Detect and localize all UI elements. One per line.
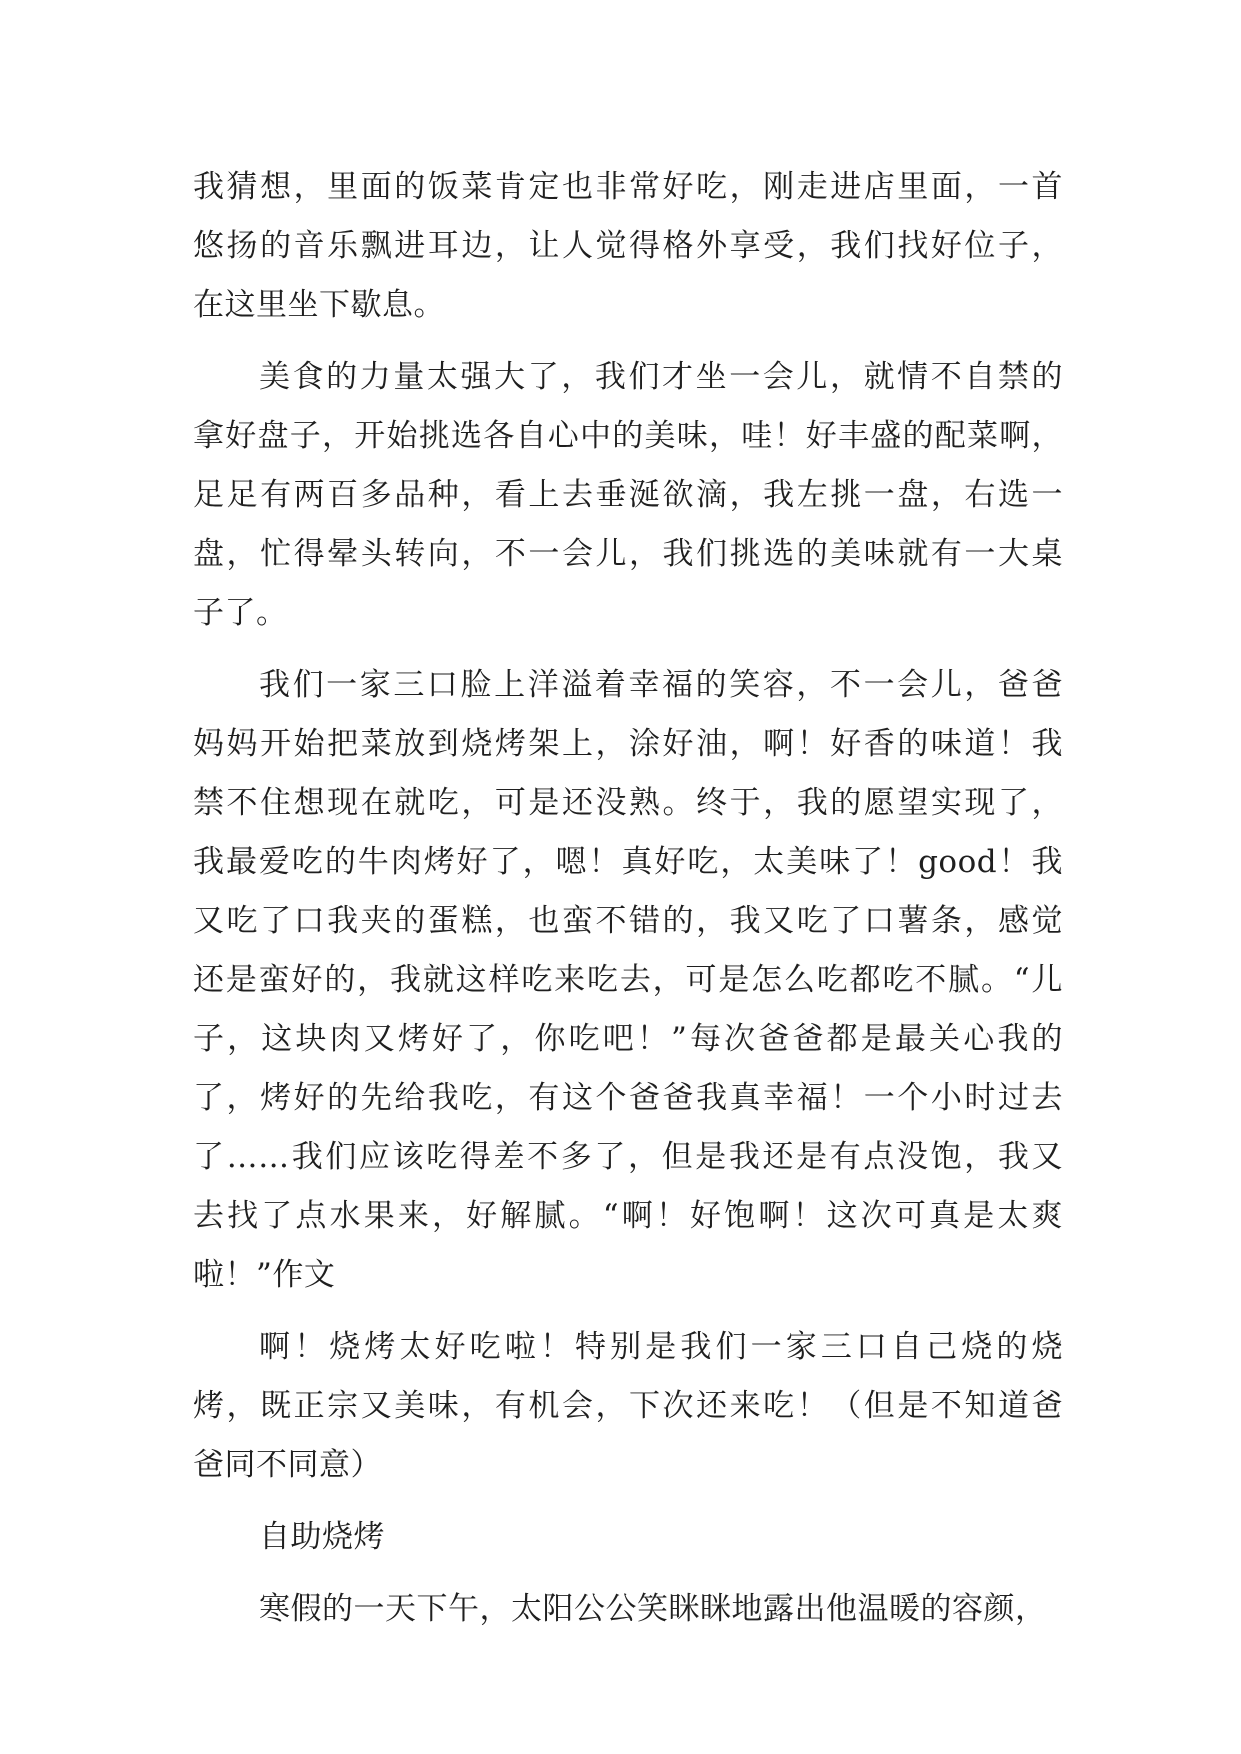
text-line: 去找了点水果来，好解腻。“啊！好饱啊！这次可真是太爽	[193, 1198, 1063, 1234]
text-line: 了……我们应该吃得差不多了，但是我还是有点没饱，我又	[193, 1139, 1063, 1175]
paragraph	[193, 1318, 1063, 1495]
text-line: 了，烤好的先给我吃，有这个爸爸我真幸福！一个小时过去	[193, 1080, 1063, 1116]
text-line: 足足有两百多品种，看上去垂涎欲滴，我左挑一盘，右选一	[193, 477, 1063, 513]
paragraph-gap	[193, 1305, 1063, 1318]
text-line: 我最爱吃的牛肉烤好了，嗯！真好吃，太美味了！good！我	[193, 844, 1063, 880]
text-line: 烤，既正宗又美味，有机会，下次还来吃！（但是不知道爸	[193, 1388, 1063, 1424]
text-line: 啊！烧烤太好吃啦！特别是我们一家三口自己烧的烧	[259, 1329, 1063, 1365]
paragraph	[193, 1508, 1063, 1567]
paragraph	[193, 158, 1063, 335]
text-line: 我们一家三口脸上洋溢着幸福的笑容，不一会儿，爸爸	[259, 667, 1063, 703]
paragraph-gap	[193, 643, 1063, 656]
text-line: 爸同不同意）	[193, 1447, 382, 1483]
paragraph	[193, 1580, 1063, 1639]
text-line: 子，这块肉又烤好了，你吃吧！”每次爸爸都是最关心我的	[193, 1021, 1063, 1057]
text-line: 自助烧烤	[259, 1519, 385, 1555]
paragraph-gap	[193, 335, 1063, 348]
paragraph-gap	[193, 1495, 1063, 1508]
text-line: 盘，忙得晕头转向，不一会儿，我们挑选的美味就有一大桌	[193, 536, 1063, 572]
text-line: 美食的力量太强大了，我们才坐一会儿，就情不自禁的	[259, 359, 1063, 395]
text-line: 我猜想，里面的饭菜肯定也非常好吃，刚走进店里面，一首	[193, 169, 1063, 205]
paragraph-gap	[193, 1567, 1063, 1580]
text-line: 拿好盘子，开始挑选各自心中的美味，哇！好丰盛的配菜啊，	[193, 418, 1063, 454]
paragraph	[193, 656, 1063, 1305]
text-line: 寒假的一天下午，太阳公公笑眯眯地露出他温暖的容颜，	[259, 1591, 1047, 1627]
text-line: 还是蛮好的，我就这样吃来吃去，可是怎么吃都吃不腻。“儿	[193, 962, 1063, 998]
text-line: 禁不住想现在就吃，可是还没熟。终于，我的愿望实现了，	[193, 785, 1063, 821]
text-line: 啦！”作文	[193, 1257, 336, 1293]
text-line: 又吃了口我夹的蛋糕，也蛮不错的，我又吃了口薯条，感觉	[193, 903, 1063, 939]
text-line: 在这里坐下歇息。	[193, 287, 445, 323]
text-line: 悠扬的音乐飘进耳边，让人觉得格外享受，我们找好位子，	[193, 228, 1063, 264]
paragraph	[193, 348, 1063, 643]
document-body	[193, 158, 1063, 1639]
text-line: 子了。	[193, 595, 288, 631]
text-line: 妈妈开始把菜放到烧烤架上，涂好油，啊！好香的味道！我	[193, 726, 1063, 762]
